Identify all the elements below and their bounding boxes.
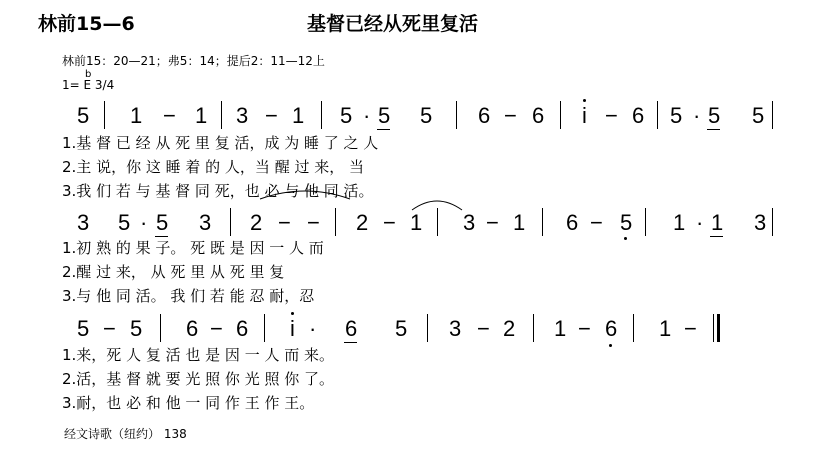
source-footer: 经文诗歌（纽约） 138 <box>64 427 187 441</box>
barline <box>633 314 634 342</box>
note: 6 <box>186 316 199 341</box>
barline <box>230 208 231 236</box>
high-dot <box>291 312 294 315</box>
dash: − <box>486 210 499 235</box>
high-dot <box>583 99 586 102</box>
underline <box>710 236 723 237</box>
note: i <box>582 103 587 128</box>
barline <box>160 314 161 342</box>
dot: · <box>363 103 371 128</box>
low-dot <box>624 237 627 240</box>
note: i <box>290 316 295 341</box>
dash: − <box>163 103 176 128</box>
note: 6 <box>605 316 618 341</box>
barline <box>772 101 773 129</box>
lyric-verse-1: 1.基 督 已 经 从 死 里 复 活，成 为 睡 了 之 人 <box>62 134 379 152</box>
barline <box>560 101 561 129</box>
final-barline-thin <box>713 314 714 342</box>
note: 6 <box>632 103 645 128</box>
note: 5 <box>420 103 433 128</box>
note: 5 <box>156 210 169 235</box>
underline <box>155 236 168 237</box>
lyric-verse-2: 2.醒 过 来， 从 死 里 从 死 里 复 <box>62 263 285 281</box>
note: 6 <box>345 316 358 341</box>
note: 2 <box>503 316 516 341</box>
dash: − <box>210 316 223 341</box>
lyric-verse-3: 3.与 他 同 活。 我 们 若 能 忍 耐，忍 <box>62 287 315 305</box>
note: 1 <box>292 103 305 128</box>
note: 6 <box>236 316 249 341</box>
low-dot <box>609 344 612 347</box>
note: 5 <box>118 210 131 235</box>
barline <box>456 101 457 129</box>
lyric-verse-2: 2.活，基 督 就 要 光 照 你 光 照 你 了。 <box>62 370 334 388</box>
dot: · <box>693 103 701 128</box>
note: 2 <box>356 210 369 235</box>
underline <box>377 129 390 130</box>
note: 3 <box>449 316 462 341</box>
note: 3 <box>199 210 212 235</box>
dash: − <box>265 103 278 128</box>
note: 3 <box>77 210 90 235</box>
barline <box>437 208 438 236</box>
dash: − <box>605 103 618 128</box>
note: 5 <box>378 103 391 128</box>
barline <box>221 101 222 129</box>
note: 2 <box>250 210 263 235</box>
barline <box>772 208 773 236</box>
note: 6 <box>566 210 579 235</box>
lyric-verse-3: 3.耐，也 必 和 他 一 同 作 王 作 王。 <box>62 394 315 412</box>
note: 3 <box>463 210 476 235</box>
dot: · <box>309 316 317 341</box>
barline <box>657 101 658 129</box>
dash: − <box>590 210 603 235</box>
barline <box>321 101 322 129</box>
barline <box>264 314 265 342</box>
dot: · <box>696 210 704 235</box>
note: 5 <box>130 316 143 341</box>
note: 5 <box>395 316 408 341</box>
dash: − <box>383 210 396 235</box>
dash: − <box>307 210 320 235</box>
key-signature: 1= E 3/4 <box>62 78 115 92</box>
flat-sign: b <box>85 69 92 80</box>
lyric-verse-1: 1.初 熟 的 果 子。 死 既 是 因 一 人 而 <box>62 239 324 257</box>
note: 5 <box>77 103 90 128</box>
barline <box>542 208 543 236</box>
dash: − <box>103 316 116 341</box>
scripture-reference: 林前15：20—21；弗5：14；提后2：11—12上 <box>62 54 325 68</box>
note: 3 <box>236 103 249 128</box>
note: 5 <box>620 210 633 235</box>
underline <box>344 342 357 343</box>
note: 1 <box>711 210 724 235</box>
dash: − <box>504 103 517 128</box>
note: 1 <box>130 103 143 128</box>
barline <box>335 208 336 236</box>
lyric-verse-3: 3.我 们 若 与 基 督 同 死，也 必 与 他 同 活。 <box>62 182 374 200</box>
dot: · <box>140 210 148 235</box>
note: 1 <box>410 210 423 235</box>
note: 5 <box>77 316 90 341</box>
underline <box>707 129 720 130</box>
dash: − <box>278 210 291 235</box>
note: 5 <box>708 103 721 128</box>
dash: − <box>684 316 697 341</box>
dash: − <box>477 316 490 341</box>
note: 1 <box>195 103 208 128</box>
note: 1 <box>513 210 526 235</box>
note: 1 <box>659 316 672 341</box>
barline <box>104 101 105 129</box>
dash: − <box>578 316 591 341</box>
lyric-verse-2: 2.主 说，你 这 睡 着 的 人，当 醒 过 来， 当 <box>62 158 364 176</box>
lyric-verse-1: 1.来，死 人 复 活 也 是 因 一 人 而 来。 <box>62 346 334 364</box>
note: 1 <box>673 210 686 235</box>
barline <box>427 314 428 342</box>
note: 1 <box>554 316 567 341</box>
note: 6 <box>532 103 545 128</box>
note: 6 <box>478 103 491 128</box>
note: 3 <box>754 210 767 235</box>
barline <box>533 314 534 342</box>
song-reference: 林前15—6 <box>38 13 135 35</box>
barline <box>645 208 646 236</box>
note: 5 <box>340 103 353 128</box>
note: 5 <box>752 103 765 128</box>
song-title: 基督已经从死里复活 <box>307 13 479 35</box>
final-barline-thick <box>717 314 720 342</box>
note: 5 <box>670 103 683 128</box>
